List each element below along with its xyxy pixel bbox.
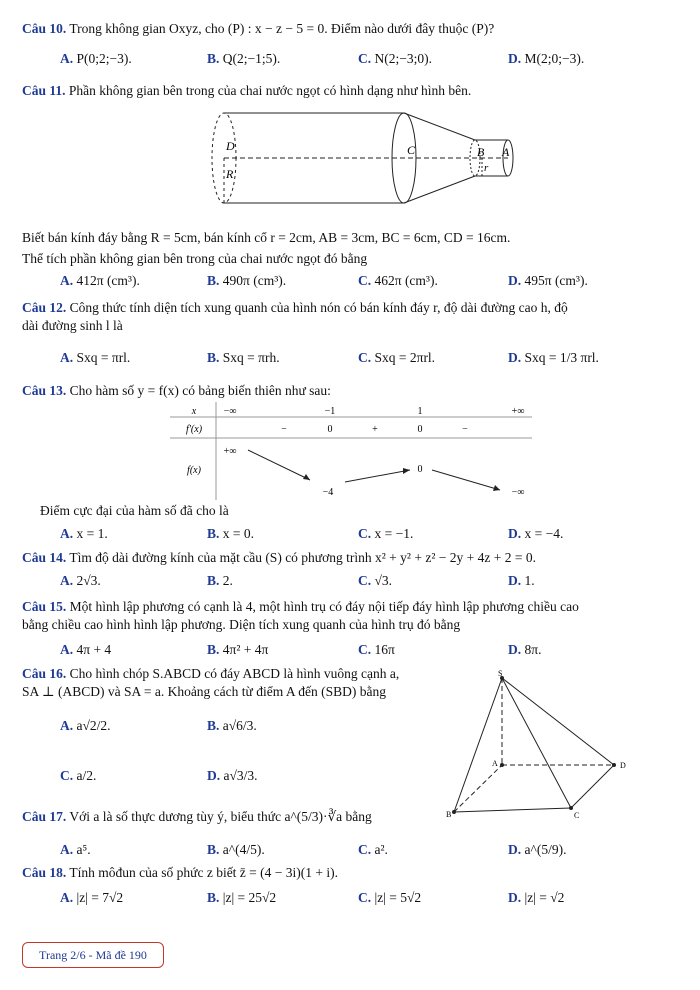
q13-question: Điểm cực đại của hàm số đã cho là [40, 503, 229, 518]
q17-stem [22, 808, 682, 826]
option-text: N(2;−3;0). [374, 51, 432, 66]
question-label: Câu 17. [22, 809, 67, 824]
figure-label: D [620, 761, 626, 770]
option-letter: A. [60, 890, 74, 905]
q15-stem [22, 598, 682, 634]
option-letter: B. [207, 842, 220, 857]
option-letter: B. [207, 51, 220, 66]
option-letter: D. [508, 51, 522, 66]
q12-stem [22, 299, 682, 335]
option-text: M(2;0;−3). [524, 51, 585, 66]
figure-label: C [574, 811, 580, 820]
figure-label: r [484, 162, 489, 174]
option-text: a². [374, 842, 388, 857]
figure-label: A [502, 145, 510, 159]
option-text: Q(2;−1;5). [222, 51, 281, 66]
question-text: Một hình lập phương có cạnh là 4, một hình trụ có đáy nội tiếp đáy hình lập phương chiều cao [69, 599, 579, 614]
question-text: Với a là số thực dương tùy ý, biểu thức a^(5/3)·∛a bằng [69, 809, 372, 824]
option-letter: D. [508, 350, 522, 365]
option-text: 412π (cm³). [76, 273, 140, 288]
pyramid-figure [446, 670, 636, 820]
bottle-figure [200, 108, 520, 218]
option-letter: B. [207, 573, 220, 588]
q14-stem [22, 549, 682, 567]
option-letter: B. [207, 350, 220, 365]
option-letter: C. [358, 350, 372, 365]
option-letter: C. [358, 642, 372, 657]
question-text: Trong không gian Oxyz, cho (P) : x − z − 5 = 0. Điểm nào dưới đây thuộc (P)? [69, 21, 495, 36]
figure-label: C [407, 143, 416, 157]
question-text: Tính môđun của số phức z biết z̄ = (4 − 3i)(1 + i). [69, 865, 339, 880]
option-text: 490π (cm³). [222, 273, 287, 288]
option-letter: D. [508, 642, 522, 657]
table-f-label: f(x) [187, 465, 201, 476]
option-letter: B. [207, 718, 220, 733]
option-letter: C. [358, 51, 372, 66]
table-fp-value: + [372, 424, 378, 435]
option-text: |z| = 5√2 [374, 890, 422, 905]
option-letter: D. [508, 890, 522, 905]
option-letter: A. [60, 51, 74, 66]
q11-question: Thể tích phần không gian bên trong của chai nước ngọt đó bằng [22, 251, 368, 266]
option-letter: D. [508, 573, 522, 588]
table-x-value: −∞ [223, 406, 237, 417]
question-label: Câu 16. [22, 666, 67, 681]
option-letter: C. [358, 273, 372, 288]
table-x-value: +∞ [511, 406, 525, 417]
option-text: Sxq = πrh. [222, 350, 280, 365]
option-text: 16π [374, 642, 395, 657]
question-text: Cho hàm số y = f(x) có bảng biến thiên như sau: [69, 383, 331, 398]
option-letter: D. [207, 768, 221, 783]
question-text: Tìm độ dài đường kính của mặt cầu (S) có phương trình x² + y² + z² − 2y + 4z + 2 = 0. [69, 550, 536, 565]
option-text: 1. [524, 573, 535, 588]
q11-data: Biết bán kính đáy bằng R = 5cm, bán kính cổ r = 2cm, AB = 3cm, BC = 6cm, CD = 16cm. [22, 230, 511, 245]
option-letter: A. [60, 350, 74, 365]
figure-label: B [446, 810, 452, 819]
option-letter: A. [60, 718, 74, 733]
option-letter: A. [60, 526, 74, 541]
option-letter: C. [358, 842, 372, 857]
table-fp-value: − [281, 424, 287, 435]
q13-stem [22, 382, 682, 400]
option-text: Sxq = πrl. [76, 350, 131, 365]
figure-label: S [498, 670, 503, 678]
option-text: x = 1. [76, 526, 108, 541]
question-text-cont: dài đường sinh l là [22, 318, 123, 334]
option-text: 462π (cm³). [374, 273, 438, 288]
option-letter: D. [508, 273, 522, 288]
question-text-cont: SA ⊥ (ABCD) và SA = a. Khoảng cách từ điểm A đến (SBD) bằng [22, 684, 386, 700]
question-label: Câu 13. [22, 383, 67, 398]
q10-stem [22, 20, 682, 38]
option-letter: A. [60, 642, 74, 657]
option-text: a√6/3. [222, 718, 257, 733]
table-fp-value: 0 [417, 424, 423, 435]
option-text: x = −1. [374, 526, 414, 541]
option-text: |z| = 25√2 [222, 890, 277, 905]
option-letter: C. [358, 890, 372, 905]
table-x-value: −1 [324, 406, 336, 417]
option-text: |z| = 7√2 [76, 890, 124, 905]
option-letter: C. [358, 526, 372, 541]
option-text: Sxq = 2πrl. [374, 350, 436, 365]
option-text: a√3/3. [223, 768, 258, 783]
option-text: P(0;2;−3). [76, 51, 132, 66]
option-letter: A. [60, 273, 74, 288]
option-text: 8π. [524, 642, 542, 657]
option-text: Sxq = 1/3 πrl. [524, 350, 599, 365]
option-letter: B. [207, 273, 220, 288]
table-f-value: 0 [417, 464, 423, 475]
option-letter: B. [207, 642, 220, 657]
option-letter: D. [508, 842, 522, 857]
option-text: √3. [374, 573, 393, 588]
table-fp-label: f′(x) [185, 424, 203, 435]
question-label: Câu 10. [22, 21, 67, 36]
question-text: Công thức tính diện tích xung quanh của hình nón có bán kính đáy r, độ dài đường cao h, độ [69, 300, 568, 315]
option-letter: D. [508, 526, 522, 541]
question-label: Câu 14. [22, 550, 67, 565]
question-label: Câu 12. [22, 300, 67, 315]
question-text-cont: bằng chiều cao hình hình lập phương. Diện tích xung quanh của hình trụ đó bằng [22, 617, 461, 633]
question-label: Câu 11. [22, 83, 66, 98]
question-text: Phần không gian bên trong của chai nước ngọt có hình dạng như hình bên. [68, 83, 472, 98]
option-text: 4π² + 4π [222, 642, 269, 657]
option-text: x = 0. [222, 526, 255, 541]
option-letter: A. [60, 573, 74, 588]
table-x-label: x [191, 406, 197, 417]
option-text: 2. [222, 573, 233, 588]
option-text: |z| = √2 [524, 890, 565, 905]
figure-label: B [477, 145, 485, 159]
option-text: x = −4. [524, 526, 564, 541]
q11-stem [22, 82, 682, 100]
option-letter: C. [60, 768, 74, 783]
option-text: a^(5/9). [524, 842, 567, 857]
option-letter: B. [207, 890, 220, 905]
figure-label: R [226, 167, 234, 181]
table-f-value: +∞ [223, 446, 237, 457]
option-text: 4π + 4 [76, 642, 112, 657]
figure-label: A [492, 759, 498, 768]
q18-stem [22, 864, 682, 882]
option-text: 2√3. [76, 573, 101, 588]
q16-stem [22, 665, 450, 701]
question-label: Câu 15. [22, 599, 67, 614]
option-text: a^(4/5). [222, 842, 265, 857]
table-fp-value: − [462, 424, 468, 435]
page-footer: Trang 2/6 - Mã đề 190 [22, 942, 164, 968]
option-text: a√2/2. [76, 718, 111, 733]
option-letter: B. [207, 526, 220, 541]
table-f-value: −∞ [511, 487, 525, 498]
option-letter: C. [358, 573, 372, 588]
figure-label: D [226, 139, 235, 153]
option-text: 495π (cm³). [524, 273, 588, 288]
option-text: a⁵. [76, 842, 91, 857]
question-text: Cho hình chóp S.ABCD có đáy ABCD là hình vuông cạnh a, [69, 666, 400, 681]
question-label: Câu 18. [22, 865, 67, 880]
option-text: a/2. [76, 768, 97, 783]
table-f-value: −4 [322, 487, 334, 498]
table-x-value: 1 [417, 406, 423, 417]
variation-table [170, 402, 540, 502]
option-letter: A. [60, 842, 74, 857]
table-fp-value: 0 [327, 424, 333, 435]
